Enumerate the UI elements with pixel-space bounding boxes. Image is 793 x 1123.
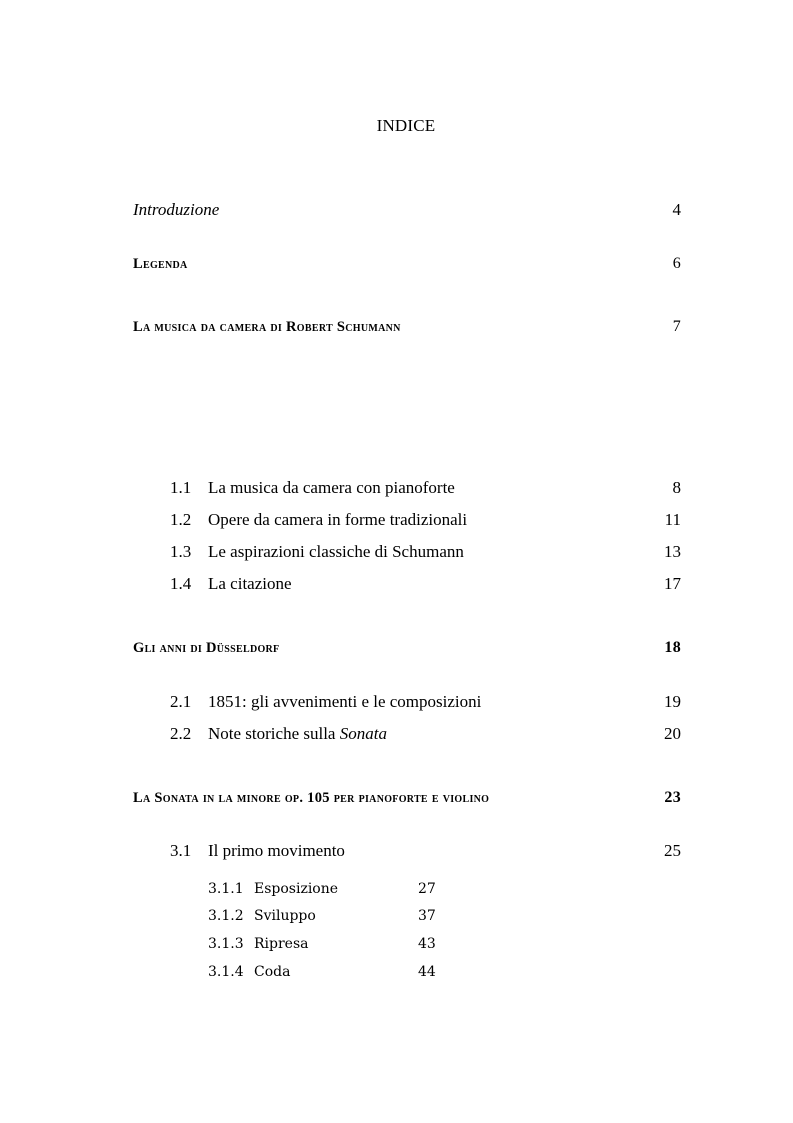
subsection-label: Sviluppo	[254, 908, 316, 924]
toc-chapter-1[interactable]	[133, 318, 681, 336]
toc-section-2-1[interactable]	[170, 692, 681, 712]
toc-entry-page: 6	[672, 255, 681, 272]
toc-chapter-label: Gli anni di Düsseldorf	[133, 640, 280, 656]
section-label	[208, 724, 664, 744]
subsection-page: 44	[418, 964, 436, 980]
toc-chapter-page: 18	[664, 639, 681, 656]
section-page: 11	[664, 510, 681, 529]
toc-entry-label: Legenda	[133, 256, 188, 272]
toc-chapter-3[interactable]	[133, 789, 681, 807]
toc-section-1-1[interactable]	[170, 478, 681, 498]
toc-subsection-3-1-4[interactable]	[208, 964, 436, 980]
toc-chapter-2[interactable]	[133, 639, 681, 657]
section-label-italic: Sonata	[339, 724, 387, 743]
section-label: 1851: gli avvenimenti e le composizioni	[208, 692, 482, 711]
section-label: Il primo movimento	[208, 841, 345, 860]
toc-subsection-3-1-3[interactable]	[208, 936, 436, 952]
toc-section-2-2[interactable]	[170, 724, 681, 744]
toc-section-3-1[interactable]	[170, 841, 681, 861]
section-page: 20	[664, 724, 681, 743]
toc-entry-introduzione[interactable]	[133, 200, 681, 220]
toc-chapter-label: La Sonata in la minore op. 105 per pianoforte e violino	[133, 790, 490, 806]
toc-entry-label: Introduzione	[133, 200, 220, 219]
subsection-number: 3.1.3	[208, 936, 244, 952]
section-label-prefix: Note storiche sulla	[208, 724, 340, 743]
toc-entry-page: 4	[672, 200, 681, 219]
subsection-label: Coda	[254, 964, 291, 980]
section-number: 1.1	[170, 478, 192, 497]
section-label: Opere da camera in forme tradizionali	[208, 510, 468, 529]
subsection-label: Ripresa	[254, 936, 309, 952]
subsection-label: Esposizione	[254, 881, 339, 897]
subsection-page: 27	[418, 881, 436, 897]
subsection-page: 37	[418, 908, 436, 924]
section-label: La musica da camera con pianoforte	[208, 478, 455, 497]
toc-subsection-3-1-1[interactable]	[208, 881, 436, 897]
subsection-page: 43	[418, 936, 436, 952]
toc-chapter-page: 7	[672, 318, 681, 335]
toc-section-1-4[interactable]	[170, 574, 681, 594]
page-title: INDICE	[376, 116, 436, 135]
toc-chapter-page: 23	[664, 789, 681, 806]
section-label: Le aspirazioni classiche di Schumann	[208, 542, 464, 561]
section-page: 8	[672, 478, 681, 497]
subsection-number: 3.1.4	[208, 964, 244, 980]
section-number: 1.2	[170, 510, 192, 529]
toc-entry-legenda[interactable]	[133, 255, 681, 273]
section-page: 19	[664, 692, 681, 711]
section-number: 2.1	[170, 692, 192, 711]
section-number: 1.4	[170, 574, 192, 593]
section-page: 17	[664, 574, 681, 593]
section-number: 2.2	[170, 724, 192, 743]
toc-subsection-3-1-2[interactable]	[208, 908, 436, 924]
toc-chapter-label: La musica da camera di Robert Schumann	[133, 319, 401, 335]
section-page: 25	[664, 841, 681, 860]
section-label: La citazione	[208, 574, 292, 593]
subsection-number: 3.1.2	[208, 908, 244, 924]
section-number: 3.1	[170, 841, 192, 860]
section-number: 1.3	[170, 542, 192, 561]
section-page: 13	[664, 542, 681, 561]
subsection-number: 3.1.1	[208, 881, 244, 897]
toc-section-1-3[interactable]	[170, 542, 681, 562]
toc-section-1-2[interactable]	[170, 510, 681, 530]
